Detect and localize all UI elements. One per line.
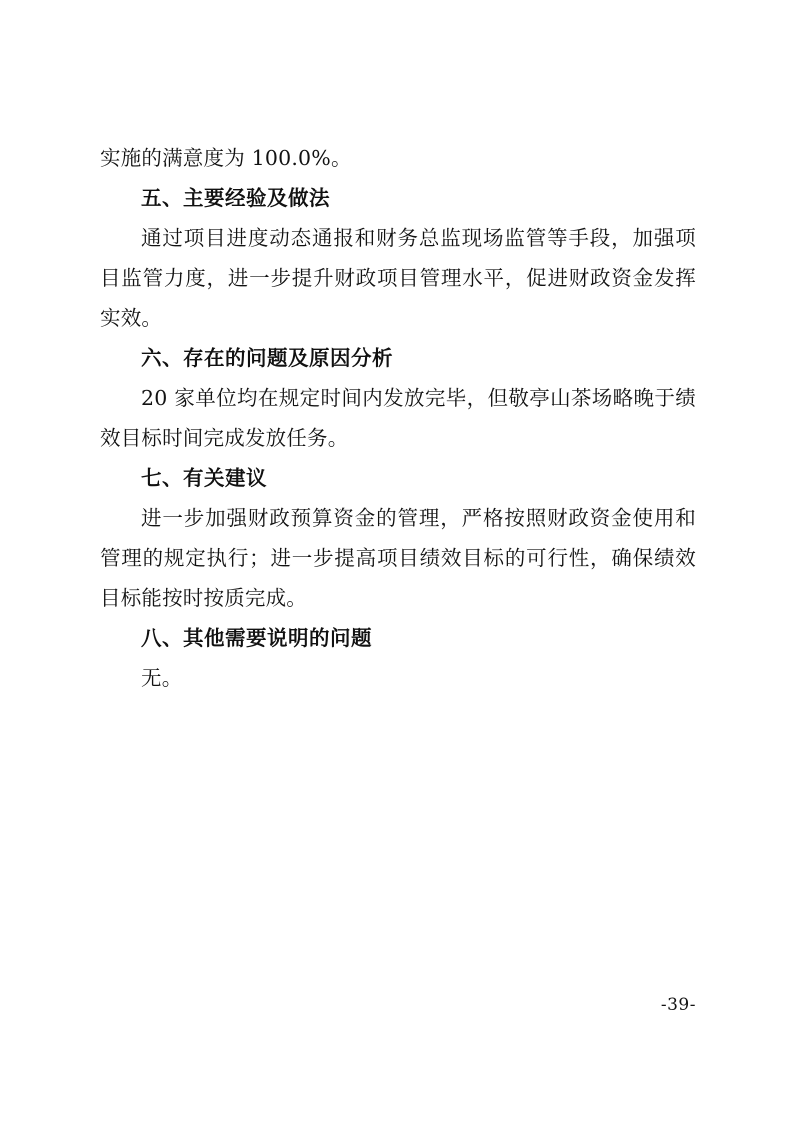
heading-eight-other-notes: 八、其他需要说明的问题: [141, 626, 372, 650]
heading-five-main-experience: 五、主要经验及做法: [141, 186, 330, 210]
paragraph-satisfaction: 实施的满意度为 100.0%。: [100, 146, 352, 170]
paragraph-main-experience: 通过项目进度动态通报和财务总监现场监管等手段，加强项目监管力度，进一步提升财政项目管理水平，促进财政资金发挥实效。: [100, 226, 696, 330]
document-body: [100, 138, 696, 698]
paragraph-suggestions: 进一步加强财政预算资金的管理，严格按照财政资金使用和管理的规定执行；进一步提高项目绩效目标的可行性，确保绩效目标能按时按质完成。: [100, 506, 696, 610]
heading-six-problems-analysis: 六、存在的问题及原因分析: [141, 346, 393, 370]
paragraph-problems-analysis: 20 家单位均在规定时间内发放完毕，但敬亭山茶场略晚于绩效目标时间完成发放任务。: [100, 386, 696, 450]
paragraph-other-notes: 无。: [141, 666, 183, 690]
heading-seven-suggestions: 七、有关建议: [141, 466, 267, 490]
page-number: -39-: [660, 995, 696, 1015]
